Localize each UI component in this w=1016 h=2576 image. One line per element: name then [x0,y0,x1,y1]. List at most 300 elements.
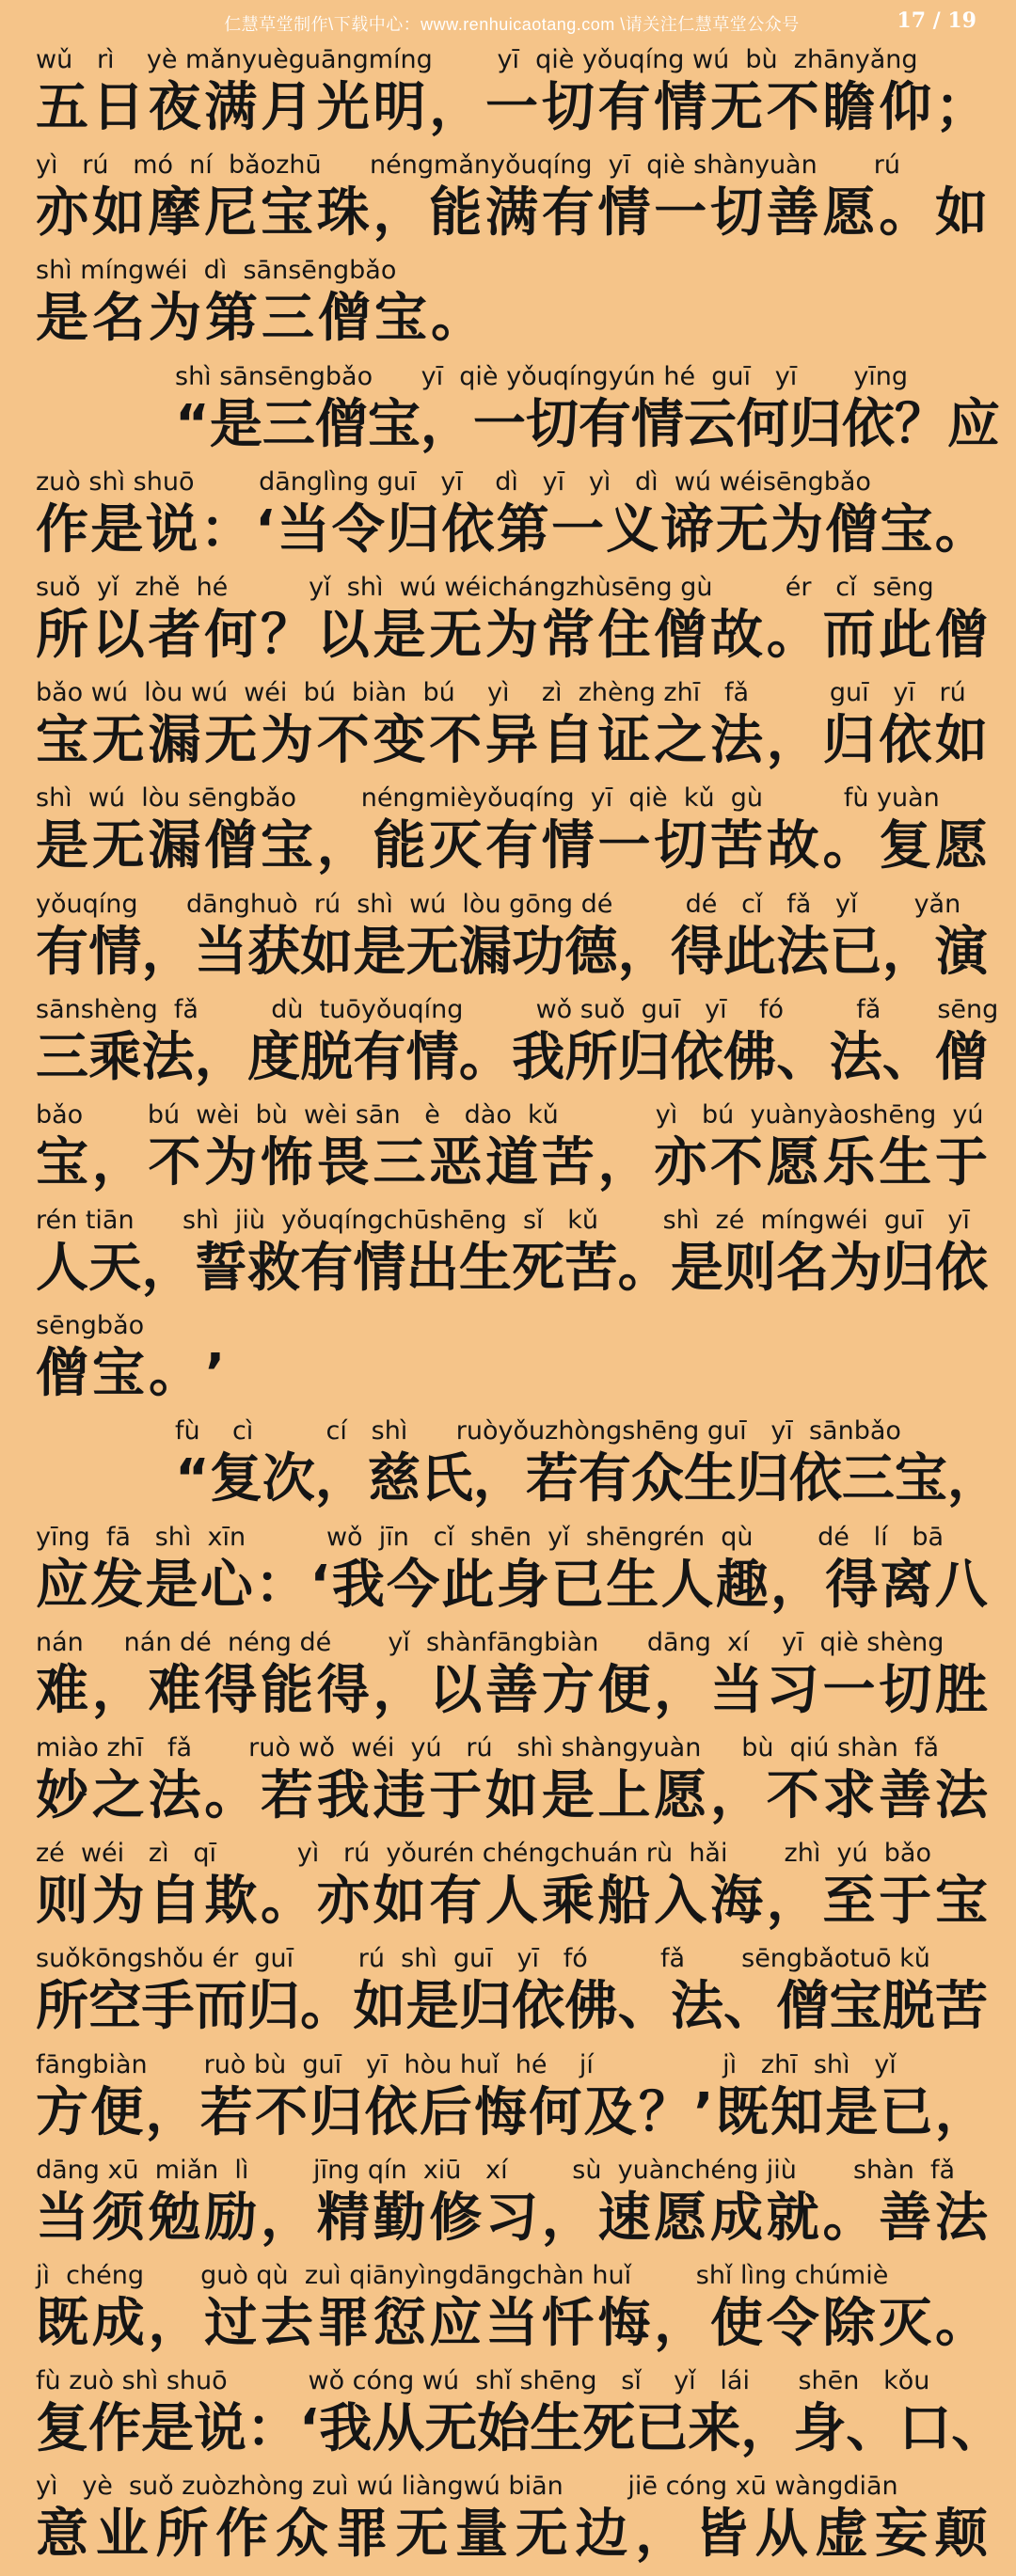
hanzi-char: 我 [319,2398,373,2460]
hanzi-char: 海 [710,1871,763,1933]
hanzi-char: 作 [88,2398,141,2460]
text-line-1 [36,43,988,149]
hanzi-line-9 [36,922,988,984]
hanzi-char: 是 [36,288,92,350]
hanzi-char: 一 [485,77,538,138]
hanzi-char: 依 [512,1976,565,2038]
pinyin-line-15: yīng fā shì xīn wǒ jīn cǐ shēn yǐ shēngrén qù dé lí bā [36,1522,945,1552]
hanzi-char: 说 [145,498,198,561]
hanzi-char: 生 [606,1554,659,1616]
hanzi-char: 若 [525,1448,579,1510]
hanzi-char: 僧 [934,1026,988,1088]
hanzi-char: 脱 [300,1026,354,1088]
hanzi-char: 无 [91,710,145,772]
hanzi-char: 便 [90,2081,144,2143]
hanzi-char: 归 [822,710,876,772]
hanzi-char: ， [472,1448,526,1510]
hanzi-char: 善 [485,1659,538,1721]
hanzi-char: 证 [597,710,651,772]
hanzi-char: 是 [36,815,88,877]
hanzi-char: 此 [441,1554,495,1616]
hanzi-char: 道 [485,1131,538,1193]
hanzi-char: 、 [951,2398,1005,2460]
pinyin-line-21: dāng xū miǎn lì jīng qín xiū xí sù yuànchéng jiù shàn fǎ [36,2155,956,2185]
hanzi-char: 已 [880,2081,933,2143]
hanzi-char: ， [766,1871,819,1933]
hanzi-char: 是 [90,498,144,561]
hanzi-char: 习 [766,1659,819,1721]
pinyin-line-1: wǔ rì yè mǎnyuèguāngmíng yī qiè yǒuqíng wú bù zhānyǎng [36,45,918,74]
hanzi-char: 悔 [474,2081,528,2143]
hanzi-char: ： [255,1554,309,1616]
hanzi-char: 为 [261,710,313,772]
text-line-13 [36,1309,988,1414]
hanzi-char: 法 [148,1765,201,1826]
hanzi-char: 生 [530,2398,583,2460]
hanzi-char: 名 [92,288,149,350]
hanzi-char: 如 [485,1765,538,1826]
hanzi-char: 今 [387,1554,440,1616]
hanzi-char: 苦 [564,1238,618,1300]
hanzi-char: 法 [710,710,763,772]
hanzi-char: 悔 [597,2292,651,2354]
hanzi-char: 。 [458,1026,512,1088]
hanzi-char: 次 [262,1448,315,1510]
hanzi-char: 一 [472,393,526,455]
pinyin-line-23: fù zuò shì shuō wǒ cóng wú shǐ shēng sǐ yǐ lái shēn kǒu [36,2366,930,2396]
hanzi-char: 日 [91,77,145,138]
hanzi-char: 脱 [881,1976,935,2038]
text-line-12 [36,1204,988,1309]
hanzi-char: 众 [630,1448,684,1510]
hanzi-char: 善 [879,1765,932,1826]
hanzi-char: 救 [246,1238,300,1300]
hanzi-char: 摩 [148,182,201,245]
hanzi-char: 无 [710,77,763,138]
hanzi-line-13 [36,1343,988,1405]
hanzi-char: 此 [879,604,932,666]
hanzi-line-10 [36,1027,988,1089]
hanzi-line-16 [36,1660,988,1722]
hanzi-char: 无 [91,815,145,877]
hanzi-char: 妄 [875,2504,929,2566]
hanzi-char: 有 [36,921,88,983]
hanzi-char: 自 [541,710,595,772]
hanzi-char: 愿 [822,182,876,245]
hanzi-char: 。 [822,2187,876,2249]
hanzi-line-24 [36,2504,988,2566]
pinyin-line-5: zuò shì shuō dānglìng guī yī dì yī yì dì wú wéisēngbǎo [36,466,871,497]
hanzi-char: 皆 [694,2504,748,2566]
hanzi-char: 宝 [36,710,88,772]
text-line-2 [36,149,988,254]
hanzi-char: 归 [387,498,440,561]
hanzi-line-8 [36,815,988,877]
hanzi-char: 使 [710,2292,763,2354]
pinyin-line-24: yì yè suǒ zuòzhòng zuì wú liàngwú biān jiē cóng xū wàngdiān [36,2472,898,2502]
hanzi-char: 作 [36,498,88,561]
hanzi-char: 有 [578,1448,631,1510]
hanzi-char: ， [740,2398,794,2460]
hanzi-char: 无 [429,604,483,666]
hanzi-char: 满 [204,77,258,138]
hanzi-char: 入 [654,1871,707,1933]
text-line-7 [36,676,988,782]
hanzi-char: 佛 [564,1976,618,2038]
hanzi-char: 何 [736,393,789,455]
pinyin-line-4: shì sānsēngbǎo yī qiè yǒuqíngyún hé guī yī yīng [175,361,909,391]
hanzi-char: ， [654,1659,707,1721]
hanzi-char: 有 [300,1238,354,1300]
hanzi-char: 心 [199,1554,253,1616]
hanzi-char: 归 [881,1238,935,1300]
hanzi-char: ， [654,2292,707,2354]
hanzi-char: 方 [36,2081,88,2143]
hanzi-char: 能 [429,182,483,245]
hanzi-char: 是 [541,1765,595,1826]
hanzi-char: 发 [90,1554,144,1616]
hanzi-char: 演 [934,921,988,983]
hanzi-char: 故 [766,815,819,877]
hanzi-char: 及 [583,2081,637,2143]
hanzi-char: 。 [261,1871,313,1933]
hanzi-char: 月 [261,77,313,138]
hanzi-char: 所 [564,1026,618,1088]
sutra-text [36,43,1005,2576]
hanzi-char: 来 [688,2398,741,2460]
page-header [36,0,988,43]
hanzi-char: 怖 [261,1131,313,1193]
hanzi-char: 则 [36,1871,88,1933]
pinyin-line-14: fù cì cí shì ruòyǒuzhòngshēng guī yī sānbǎo [175,1416,901,1446]
hanzi-char: 。 [204,1765,258,1826]
hanzi-char: 说 [194,2398,246,2460]
hanzi-char: 颠 [934,2504,988,2566]
hanzi-char: 是 [373,604,426,666]
hanzi-char: 三 [841,1448,895,1510]
hanzi-char: 一 [597,815,651,877]
hanzi-char: 无 [405,921,459,983]
hanzi-char: ， [635,2504,689,2566]
hanzi-char: ， [261,2187,313,2249]
hanzi-char: 亦 [654,1131,707,1193]
hanzi-char: 我 [316,1765,370,1826]
text-line-8 [36,782,988,887]
hanzi-char: “ [175,1448,210,1510]
hanzi-char: 乘 [541,1871,595,1933]
header-title: 仁慧草堂制作\下载中心：www.renhuicaotang.com \请关注仁慧草堂公众号 [224,15,800,34]
hanzi-char: 口 [898,2398,952,2460]
hanzi-char: 趣 [715,1554,769,1616]
hanzi-char: 如 [935,710,988,772]
pinyin-line-10: sānshèng fǎ dù tuōyǒuqíng wǒ suǒ guī yī fó fǎ sēng [36,994,999,1024]
pinyin-line-16: nán nán dé néng dé yǐ shànfāngbiàn dāng xí yī qiè shèng [36,1627,945,1657]
hanzi-char: 苦 [934,1976,988,2038]
hanzi-char: 从 [754,2504,808,2566]
hanzi-char: 当 [36,2187,88,2249]
hanzi-char: 宝 [935,1871,988,1933]
hanzi-char: 法 [935,2187,988,2249]
hanzi-char: 是 [141,2398,194,2460]
hanzi-char: 情 [541,815,595,877]
text-line-21 [36,2154,988,2259]
hanzi-char: 瞻 [822,77,876,138]
hanzi-char: 则 [723,1238,777,1300]
hanzi-char: 后 [419,2081,472,2143]
hanzi-char: 依 [670,1026,723,1088]
hanzi-char: 欺 [204,1871,258,1933]
text-line-5 [36,466,988,571]
pinyin-line-2: yì rú mó ní bǎozhū néngmǎnyǒuqíng yī qiè shànyuàn rú [36,150,901,181]
hanzi-char: 依 [879,710,932,772]
hanzi-char: 所 [155,2504,209,2566]
hanzi-char: 、 [617,1976,671,2038]
hanzi-char: 当 [277,498,330,561]
hanzi-char: 为 [829,1238,882,1300]
hanzi-line-2 [36,182,988,245]
hanzi-char: 有 [541,182,595,245]
hanzi-char: 归 [310,2081,363,2143]
hanzi-line-18 [36,1871,988,1933]
hanzi-char: 异 [485,710,538,772]
hanzi-char: ， [373,1659,426,1721]
hanzi-char: 于 [935,1131,988,1193]
hanzi-line-15 [36,1555,988,1617]
hanzi-char: 得 [316,1659,370,1721]
hanzi-char: 法 [829,1026,882,1088]
hanzi-line-6 [36,605,988,667]
hanzi-char: 励 [204,2187,258,2249]
hanzi-char: 一 [822,1659,876,1721]
hanzi-char: 珠 [316,182,370,245]
hanzi-char: 。 [766,604,819,666]
hanzi-char: 。 [934,498,988,561]
hanzi-char: 我 [331,1554,385,1616]
hanzi-char: 为 [149,288,205,350]
text-line-23 [36,2364,1005,2470]
hanzi-char: ‘ [310,1554,330,1616]
hanzi-char: ， [766,710,819,772]
hanzi-char: 。 [879,182,932,245]
hanzi-char: 自 [148,1871,201,1933]
hanzi-char: 令 [331,498,385,561]
hanzi-char: 我 [512,1026,565,1088]
hanzi-char: 依 [934,1238,988,1300]
hanzi-char: 有 [578,393,631,455]
hanzi-char: 僧 [825,498,879,561]
hanzi-char: 量 [455,2504,509,2566]
hanzi-char: 漏 [148,710,201,772]
hanzi-char: 。 [822,815,876,877]
hanzi-char: 切 [525,393,579,455]
hanzi-char: ， [770,1554,823,1616]
hanzi-char: 复 [36,2398,88,2460]
hanzi-char: 所 [36,604,88,666]
hanzi-char: 无 [204,710,258,772]
text-line-15 [36,1521,988,1626]
hanzi-char: 修 [429,2187,483,2249]
hanzi-char: 为 [485,604,538,666]
hanzi-char: 如 [353,1976,406,2038]
hanzi-char: ， [373,182,426,245]
hanzi-char: 是 [670,1238,723,1300]
hanzi-char: 慈 [367,1448,421,1510]
text-line-19 [36,1942,988,2047]
hanzi-char: ， [934,2081,988,2143]
hanzi-char: 苦 [541,1131,595,1193]
hanzi-char: 此 [723,921,777,983]
hanzi-char: 若 [261,1765,313,1826]
hanzi-char: 氏 [420,1448,473,1510]
hanzi-char: ’ [205,1343,230,1405]
hanzi-char: 如 [373,1871,426,1933]
hanzi-char: ？ [261,604,313,666]
hanzi-line-21 [36,2188,988,2250]
hanzi-char: 是 [825,2081,879,2143]
hanzi-char: 生 [458,1238,512,1300]
hanzi-char: 情 [630,393,684,455]
hanzi-char: 是 [353,921,406,983]
hanzi-char: ， [91,1659,145,1721]
hanzi-line-4 [175,393,1000,456]
hanzi-char: 当 [194,921,247,983]
text-line-14 [36,1414,1000,1520]
hanzi-char: 忏 [541,2292,595,2354]
hanzi-char: 誓 [194,1238,247,1300]
hanzi-char: 光 [316,77,370,138]
hanzi-char: 之 [654,710,707,772]
hanzi-line-14 [175,1448,1000,1510]
hanzi-char: ， [194,1026,247,1088]
hanzi-char: ’ [693,2081,714,2143]
hanzi-char: 至 [822,1871,876,1933]
hanzi-char: 尼 [204,182,258,245]
hanzi-char: 愿 [654,2187,707,2249]
text-line-4 [36,360,1000,466]
hanzi-char: 船 [597,1871,651,1933]
hanzi-char: 八 [934,1554,988,1616]
hanzi-char: 乐 [822,1131,876,1193]
hanzi-char: 三 [262,288,318,350]
hanzi-char: 以 [316,604,370,666]
hanzi-char: 就 [766,2187,819,2249]
hanzi-char: 五 [36,77,88,138]
page-number: 17 / 19 [897,8,976,33]
hanzi-char: 乘 [88,1026,142,1088]
hanzi-char: 住 [597,604,651,666]
hanzi-char: 而 [822,604,876,666]
hanzi-char: 得 [825,1554,879,1616]
hanzi-char: 僧 [935,604,988,666]
hanzi-char: 宝 [880,498,933,561]
hanzi-char: 应 [946,393,1000,455]
hanzi-char: 何 [204,604,258,666]
hanzi-char: 于 [429,1765,483,1826]
hanzi-char: 依 [841,393,895,455]
hanzi-char: 僧 [204,815,258,877]
hanzi-char: 、 [776,1026,830,1088]
hanzi-line-17 [36,1765,988,1827]
hanzi-char: 死 [582,2398,636,2460]
pinyin-line-6: suǒ yǐ zhě hé yǐ shì wú wéichángzhùsēng gù ér cǐ sēng [36,572,934,602]
hanzi-char: ， [141,1238,195,1300]
hanzi-char: ， [316,815,370,877]
pinyin-line-3: shì míngwéi dì sānsēngbǎo [36,256,397,286]
hanzi-char: 罪 [335,2504,389,2566]
hanzi-char: 僧 [654,604,707,666]
hanzi-char: 得 [204,1659,258,1721]
hanzi-line-1 [36,77,988,139]
hanzi-char: 仰 [879,77,932,138]
hanzi-char: 难 [36,1659,88,1721]
hanzi-char: 既 [36,2292,88,2354]
hanzi-char: 不 [710,1131,763,1193]
hanzi-line-20 [36,2082,988,2144]
hanzi-char: ， [597,1131,651,1193]
hanzi-char: 精 [316,2187,370,2249]
hanzi-char: 令 [766,2292,819,2354]
text-line-22 [36,2259,988,2364]
text-line-10 [36,993,999,1098]
pinyin-line-22: jì chéng guò qù zuì qiānyìngdāngchàn huǐ shǐ lìng chúmiè [36,2260,889,2290]
hanzi-char: 依 [441,498,495,561]
hanzi-char: 情 [654,77,707,138]
hanzi-char: ， [141,921,195,983]
hanzi-char: 宝 [92,1343,149,1405]
hanzi-char: 谛 [660,498,714,561]
hanzi-char: 不 [766,77,819,138]
text-line-17 [36,1731,988,1837]
hanzi-char: 习 [485,2187,538,2249]
hanzi-char: 依 [364,2081,418,2143]
hanzi-char: ， [617,921,671,983]
hanzi-line-3 [36,288,988,350]
hanzi-char: 三 [36,1026,88,1088]
hanzi-char: 是 [405,1976,459,2038]
hanzi-char: 当 [710,1659,763,1721]
hanzi-char: 切 [541,77,595,138]
hanzi-char: 如 [91,182,145,245]
pinyin-line-11: bǎo bú wèi bù wèi sān è dào kǔ yì bú yuànyàoshēng yú [36,1099,984,1130]
hanzi-char: 离 [880,1554,933,1616]
hanzi-char: 不 [255,2081,309,2143]
hanzi-char: 之 [91,1765,145,1826]
text-line-18 [36,1837,988,1942]
text-line-3 [36,254,988,359]
hanzi-char: 而 [194,1976,247,2038]
hanzi-char: 如 [935,182,988,245]
hanzi-char: 已 [635,2398,689,2460]
hanzi-char: 去 [261,2292,313,2354]
hanzi-char: 虚 [815,2504,868,2566]
hanzi-char: 既 [715,2081,769,2143]
hanzi-char: 法 [935,1765,988,1826]
hanzi-char: 生 [879,1131,932,1193]
hanzi-char: 切 [654,815,707,877]
hanzi-char: 满 [485,182,538,245]
hanzi-char: 成 [91,2292,145,2354]
hanzi-char: 愿 [654,1765,707,1826]
text-line-11 [36,1098,988,1204]
hanzi-char: 法 [776,921,830,983]
hanzi-char: 知 [770,2081,823,2143]
hanzi-char: 第 [205,288,262,350]
hanzi-char: 胜 [935,1659,988,1721]
hanzi-char: 法 [141,1026,195,1088]
hanzi-char: 僧 [314,393,368,455]
hanzi-char: 无 [515,2504,568,2566]
hanzi-char: 依 [788,1448,842,1510]
